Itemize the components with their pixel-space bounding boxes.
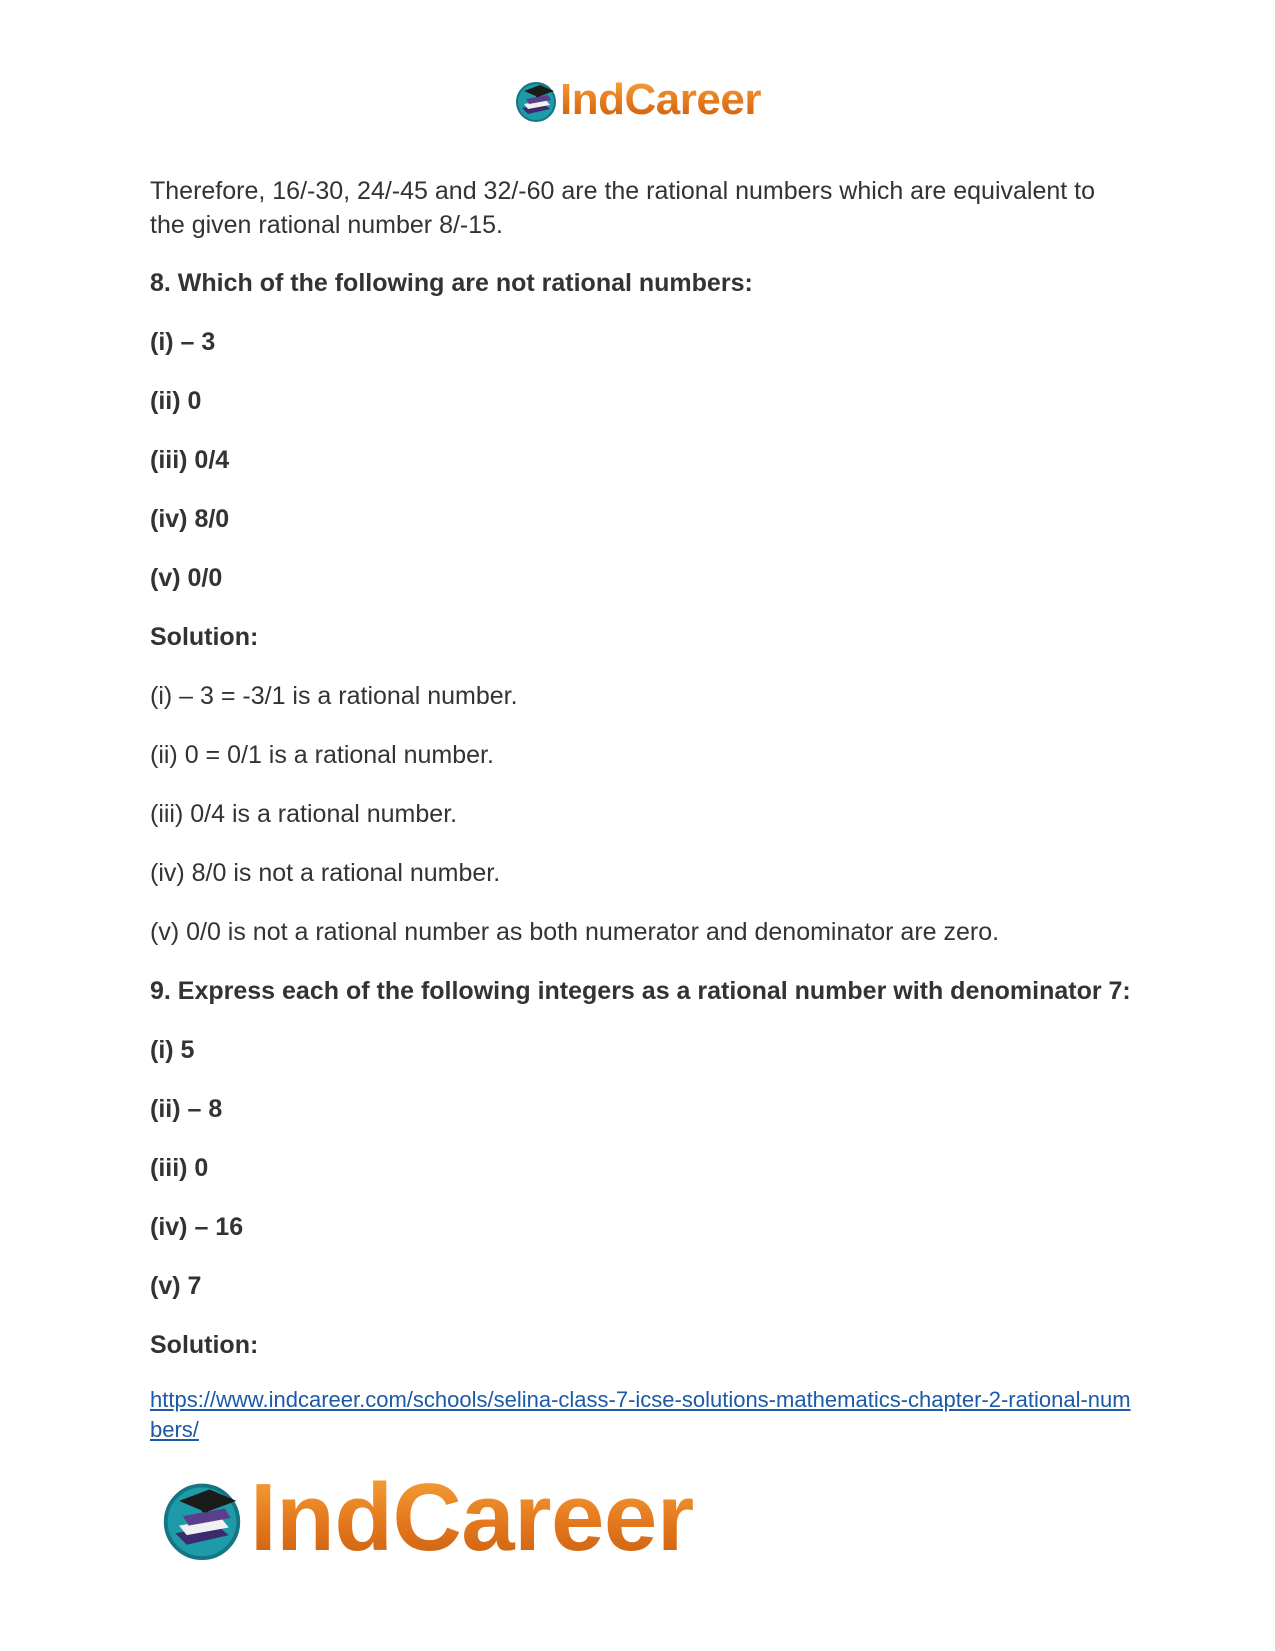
question-9-option: (ii) – 8: [150, 1095, 223, 1123]
logo-text: IndCareer: [560, 75, 761, 124]
footer-logo: [160, 1464, 694, 1571]
question-8-option: (v) 0/0: [150, 564, 223, 592]
question-8-option: (i) – 3: [150, 328, 216, 356]
question-9-option: (iv) – 16: [150, 1213, 244, 1241]
header-logo: [0, 75, 1275, 124]
question-8-option: (iii) 0/4: [150, 446, 230, 474]
indcareer-logo-large: [160, 1464, 694, 1571]
document-body: [150, 174, 1135, 1445]
question-9-option: (iii) 0: [150, 1154, 209, 1182]
graduation-books-globe-icon: [514, 78, 558, 122]
intro-paragraph: Therefore, 16/-30, 24/-45 and 32/-60 are the rational numbers which are equivalent to the given rational number 8/-15.: [150, 177, 1096, 239]
question-9-title: 9. Express each of the following integers as a rational number with denominator 7:: [150, 977, 1131, 1005]
question-8-option: (ii) 0: [150, 387, 202, 415]
graduation-books-globe-icon: [160, 1476, 244, 1560]
question-8-solution-label: Solution:: [150, 623, 259, 651]
question-8-title: 8. Which of the following are not rational numbers:: [150, 269, 753, 297]
question-9-option: (v) 7: [150, 1272, 202, 1300]
question-8-answer: (iv) 8/0 is not a rational number.: [150, 859, 501, 887]
logo-text: IndCareer: [250, 1464, 694, 1571]
question-9-option: (i) 5: [150, 1036, 195, 1064]
question-8-answer: (i) – 3 = -3/1 is a rational number.: [150, 682, 518, 710]
source-link[interactable]: https://www.indcareer.com/schools/selina-class-7-icse-solutions-mathematics-chapter-2-rational-numbers/: [150, 1387, 1131, 1442]
question-8-answer: (v) 0/0 is not a rational number as both numerator and denominator are zero.: [150, 918, 1000, 946]
question-9-solution-label: Solution:: [150, 1331, 259, 1359]
question-8-answer: (ii) 0 = 0/1 is a rational number.: [150, 741, 494, 769]
question-8-option: (iv) 8/0: [150, 505, 230, 533]
indcareer-logo: [514, 75, 761, 124]
question-8-answer: (iii) 0/4 is a rational number.: [150, 800, 458, 828]
